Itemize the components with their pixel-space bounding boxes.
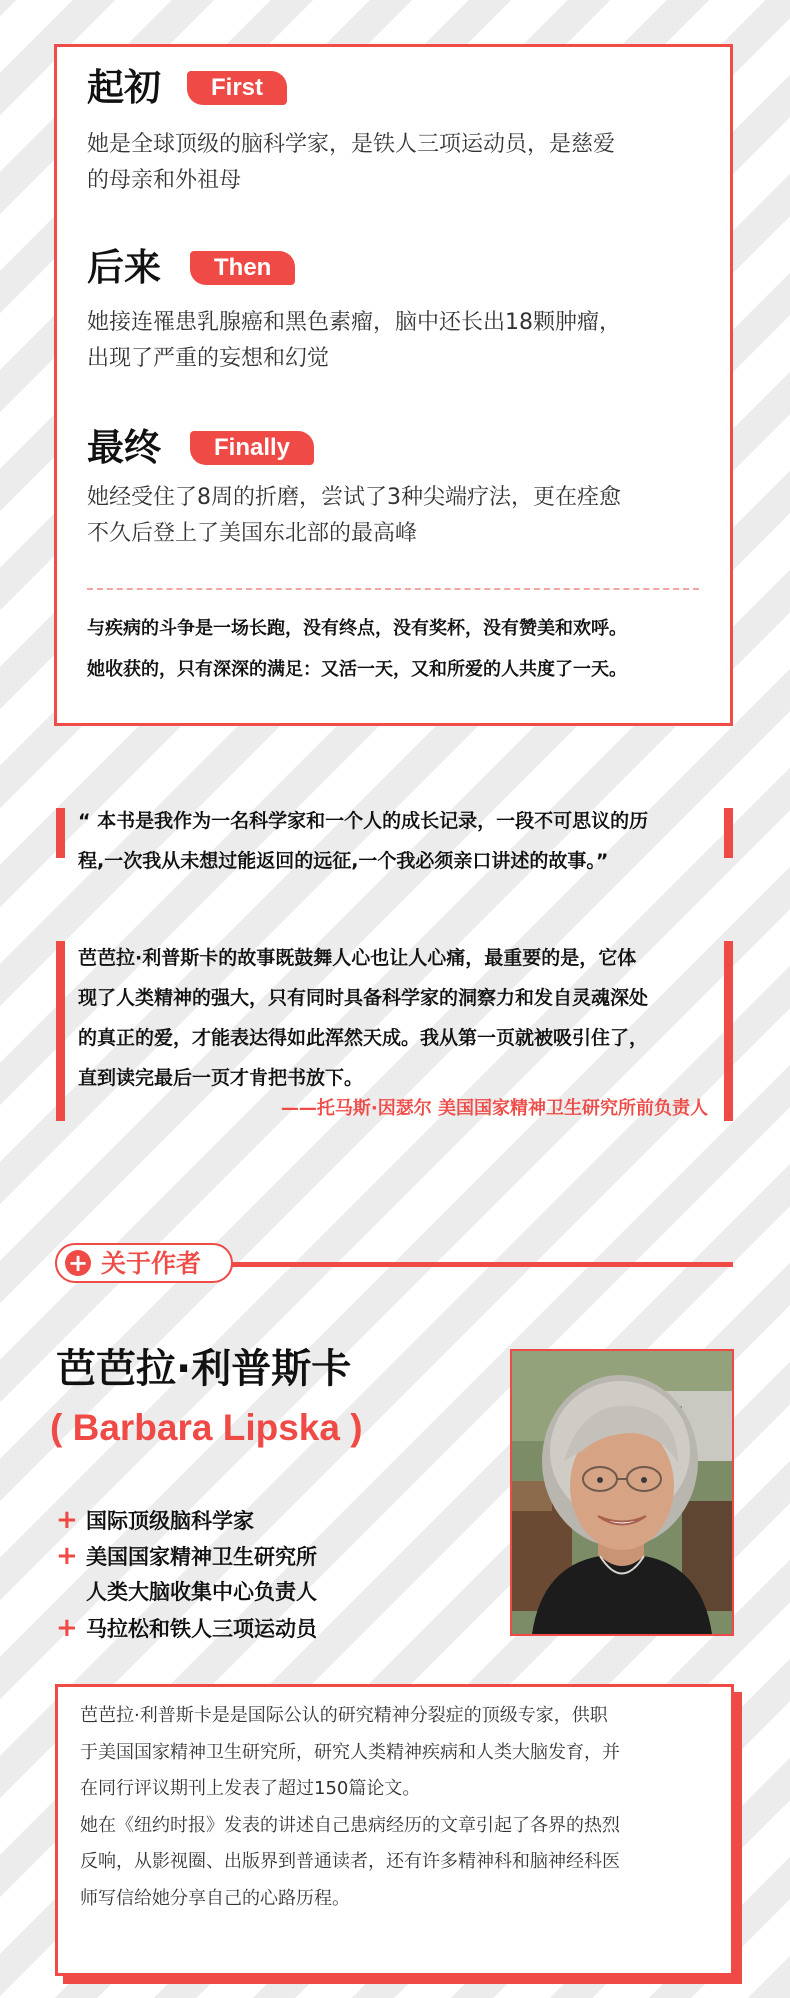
bio-text — [80, 1698, 710, 1917]
quote-line: “ 本书是我作为一名科学家和一个人的成长记录，一段不可思议的历 — [78, 810, 649, 832]
section-text-line: 的母亲和外祖母 — [87, 168, 242, 193]
author-quote — [78, 801, 718, 881]
section-text-line: 她接连罹患乳腺癌和黑色素瘤，脑中还长出18颗肿瘤， — [87, 310, 621, 335]
portrait-image — [512, 1351, 732, 1634]
plus-icon: + — [65, 1250, 91, 1276]
credential-item — [56, 1574, 317, 1610]
section-text-line: 出现了严重的妄想和幻觉 — [87, 346, 330, 371]
bio-line: 师写信给她分享自己的心路历程。 — [80, 1887, 350, 1909]
credential-item — [56, 1502, 254, 1539]
section-text-line: 不久后登上了美国东北部的最高峰 — [87, 521, 418, 546]
review-bar-right — [724, 941, 733, 1121]
dashed-divider — [87, 588, 699, 590]
section-title-first: 起初 — [87, 66, 161, 109]
summary-line: 与疾病的斗争是一场长跑，没有终点，没有奖杯，没有赞美和欢呼。 — [87, 618, 627, 639]
credential-label: 国际顶级脑科学家 — [86, 1509, 254, 1533]
summary-line: 她收获的，只有深深的满足：又活一天，又和所爱的人共度了一天。 — [87, 659, 627, 680]
bio-line: 芭芭拉·利普斯卡是是国际公认的研究精神分裂症的顶级专家，供职 — [80, 1705, 608, 1726]
review-line: 芭芭拉·利普斯卡的故事既鼓舞人心也让人心痛，最重要的是，它体 — [78, 947, 637, 969]
review-line: 现了人类精神的强大，只有同时具备科学家的洞察力和发自灵魂深处 — [78, 987, 649, 1009]
tag-first: First — [187, 71, 287, 105]
credential-label: 美国国家精神卫生研究所 — [86, 1545, 317, 1569]
bio-line: 在同行评议期刊上发表了超过150篇论文。 — [80, 1778, 421, 1799]
section-text-line: 她是全球顶级的脑科学家，是铁人三项运动员，是慈爱 — [87, 132, 616, 157]
section-text-then — [87, 305, 699, 377]
story-card — [54, 44, 733, 726]
credential-label: 马拉松和铁人三项运动员 — [86, 1617, 317, 1641]
quote-bar-right — [724, 808, 733, 858]
credential-item — [56, 1538, 317, 1575]
about-author-heading — [55, 1243, 233, 1283]
review-bar-left — [56, 941, 65, 1121]
author-name-en: ( Barbara Lipska ) — [50, 1407, 363, 1448]
review-quote — [78, 938, 718, 1098]
section-rule — [230, 1262, 733, 1267]
tag-then: Then — [190, 251, 295, 285]
tag-finally: Finally — [190, 431, 314, 465]
review-line: 直到读完最后一页才肯把书放下。 — [78, 1067, 364, 1089]
review-line: 的真正的爱，才能表达得如此浑然天成。我从第一页就被吸引住了， — [78, 1027, 649, 1049]
bio-line: 反响，从影视圈、出版界到普通读者，还有许多精神科和脑神经科医 — [80, 1851, 620, 1872]
section-text-first — [87, 127, 699, 199]
section-text-finally — [87, 480, 699, 552]
section-title-then: 后来 — [87, 246, 161, 289]
about-author-label: 关于作者 — [101, 1249, 202, 1278]
author-photo — [510, 1349, 734, 1636]
bio-line: 于美国国家精神卫生研究所，研究人类精神疾病和人类大脑发育，并 — [80, 1741, 620, 1763]
bio-line: 她在《纽约时报》发表的讲述自己患病经历的文章引起了各界的热烈 — [80, 1814, 620, 1836]
plus-icon: + — [56, 1613, 78, 1643]
quote-bar-left — [56, 808, 65, 858]
review-attribution: ——托马斯·因瑟尔 美国国家精神卫生研究所前负责人 — [280, 1098, 708, 1119]
section-text-line: 她经受住了8周的折磨，尝试了3种尖端疗法，更在痊愈 — [87, 485, 621, 510]
credential-label: 人类大脑收集中心负责人 — [86, 1580, 317, 1604]
quote-line: 程,一次我从未想过能返回的远征,一个我必须亲口讲述的故事。” — [78, 850, 609, 872]
plus-icon: + — [56, 1541, 78, 1571]
plus-icon: + — [56, 1505, 78, 1535]
credential-item — [56, 1610, 317, 1647]
bio-card — [55, 1684, 734, 1976]
author-name: 芭芭拉·利普斯卡 — [56, 1346, 352, 1392]
section-title-finally: 最终 — [87, 426, 161, 469]
